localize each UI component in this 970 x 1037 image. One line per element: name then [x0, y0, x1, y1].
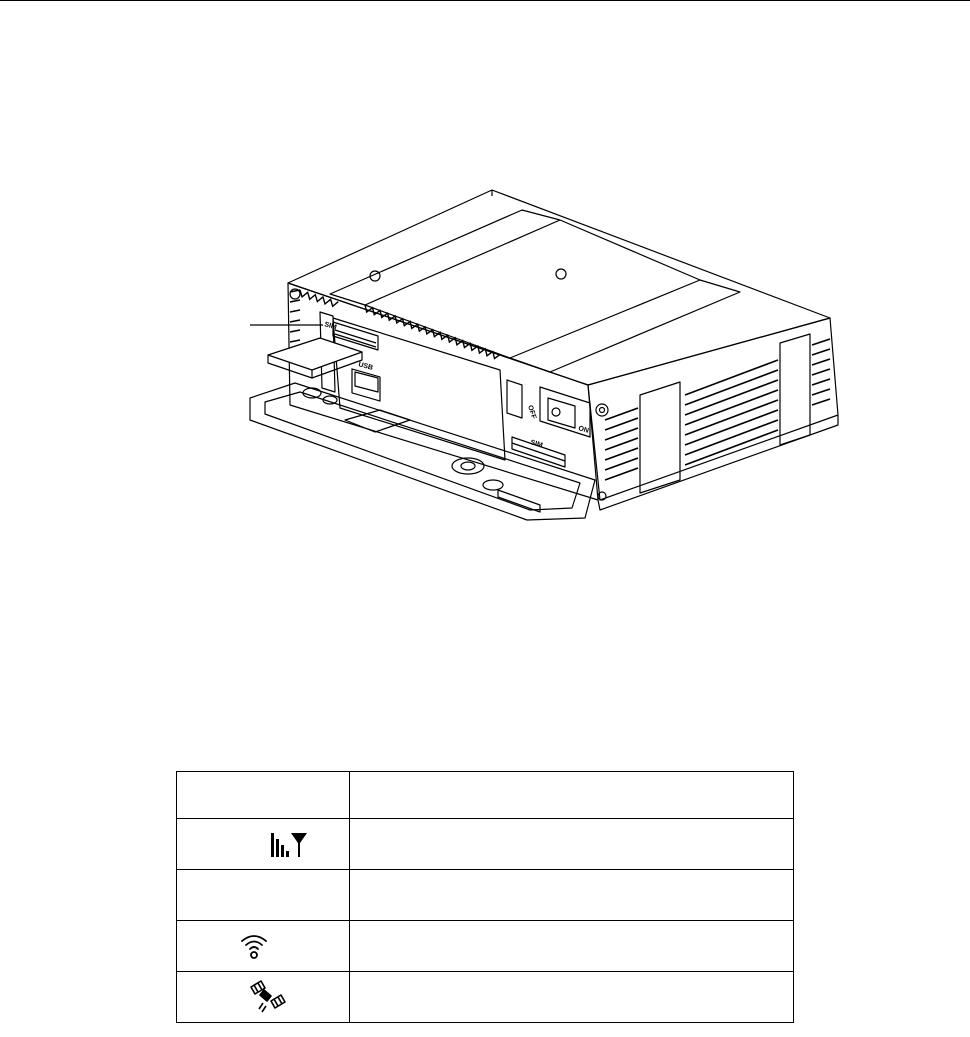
panel-sim-label: SIM — [529, 439, 544, 450]
wifi-icon — [239, 931, 269, 961]
table-row — [177, 870, 794, 921]
table-header-row — [177, 772, 794, 819]
front-door — [250, 383, 595, 520]
table-description-cell — [349, 870, 793, 921]
usb-port-label: USB — [357, 361, 374, 372]
indicator-table — [176, 771, 794, 1023]
usb-port — [352, 369, 380, 401]
table-row — [177, 921, 794, 972]
table-icon-cell — [177, 921, 350, 972]
power-off-label: OFF — [526, 404, 538, 420]
table-icon-cell — [177, 870, 350, 921]
table-description-cell — [349, 921, 793, 972]
table-row — [177, 819, 794, 870]
gps-satellite-icon — [249, 979, 289, 1015]
table-row — [177, 972, 794, 1023]
table-icon-cell — [177, 819, 350, 870]
table-header-cell — [349, 772, 793, 819]
table-icon-cell — [177, 972, 350, 1023]
table-description-cell — [349, 972, 793, 1023]
cellular-signal-icon — [269, 829, 309, 859]
table-header-cell — [177, 772, 350, 819]
power-on-label: ON — [577, 425, 590, 435]
sim-slot-label: SIM — [323, 321, 338, 332]
table-description-cell — [349, 819, 793, 870]
